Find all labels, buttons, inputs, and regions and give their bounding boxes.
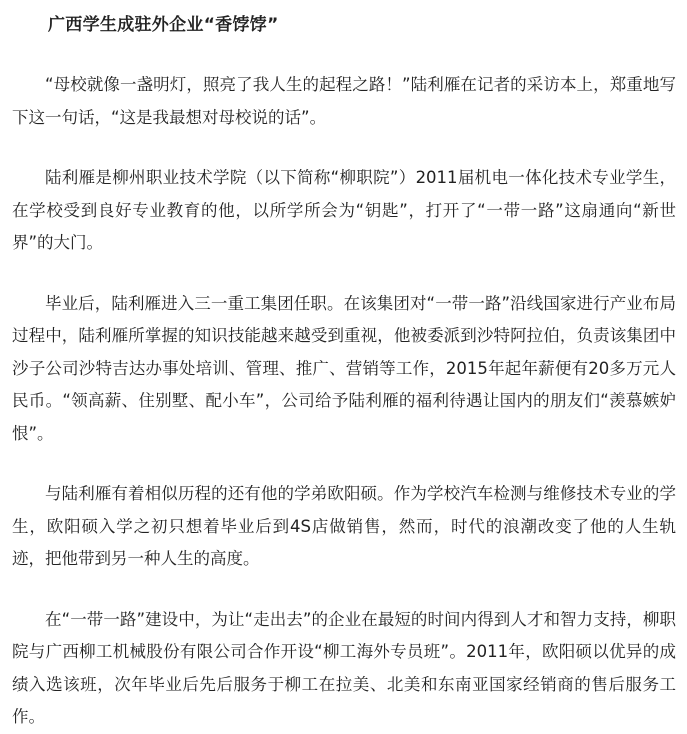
paragraph-2: 陆利雁是柳州职业技术学院（以下简称“柳职院”）2011届机电一体化技术专业学生，在学校受到良好专业教育的他，以所学所会为“钥匙”，打开了“一带一路”这扇通向“新世界”的大门。 [12,168,676,252]
article-title: 广西学生成驻外企业“香饽饽” [48,15,279,35]
article [12,0,676,734]
paragraph-5: 在“一带一路”建设中，为让“走出去”的企业在最短的时间内得到人才和智力支持，柳职院与广西柳工机械股份有限公司合作开设“柳工海外专员班”。2011年，欧阳硕以优异的成绩入选该班，次年毕业后先后服务于柳工在拉美、北美和东南亚国家经销商的售后服务工作。 [12,609,676,726]
paragraph-1: “母校就像一盏明灯，照亮了我人生的起程之路！”陆利雁在记者的采访本上，郑重地写下这一句话，“这是我最想对母校说的话”。 [12,75,676,127]
paragraph-3: 毕业后，陆利雁进入三一重工集团任职。在该集团对“一带一路”沿线国家进行产业布局过程中，陆利雁所掌握的知识技能越来越受到重视，他被委派到沙特阿拉伯，负责该集团中沙子公司沙特吉达办事处培训、管理、推广、营销等工作，2015年起年薪便有20多万元人民币。“领高薪、住别墅、配小车”，公司给予陆利雁的福利待遇让国内的朋友们“羡慕嫉妒恨”。 [12,293,676,443]
paragraph-4: 与陆利雁有着相似历程的还有他的学弟欧阳硕。作为学校汽车检测与维修技术专业的学生，欧阳硕入学之初只想着毕业后到4S店做销售，然而，时代的浪潮改变了他的人生轨迹，把他带到另一种人生的高度。 [12,484,676,568]
